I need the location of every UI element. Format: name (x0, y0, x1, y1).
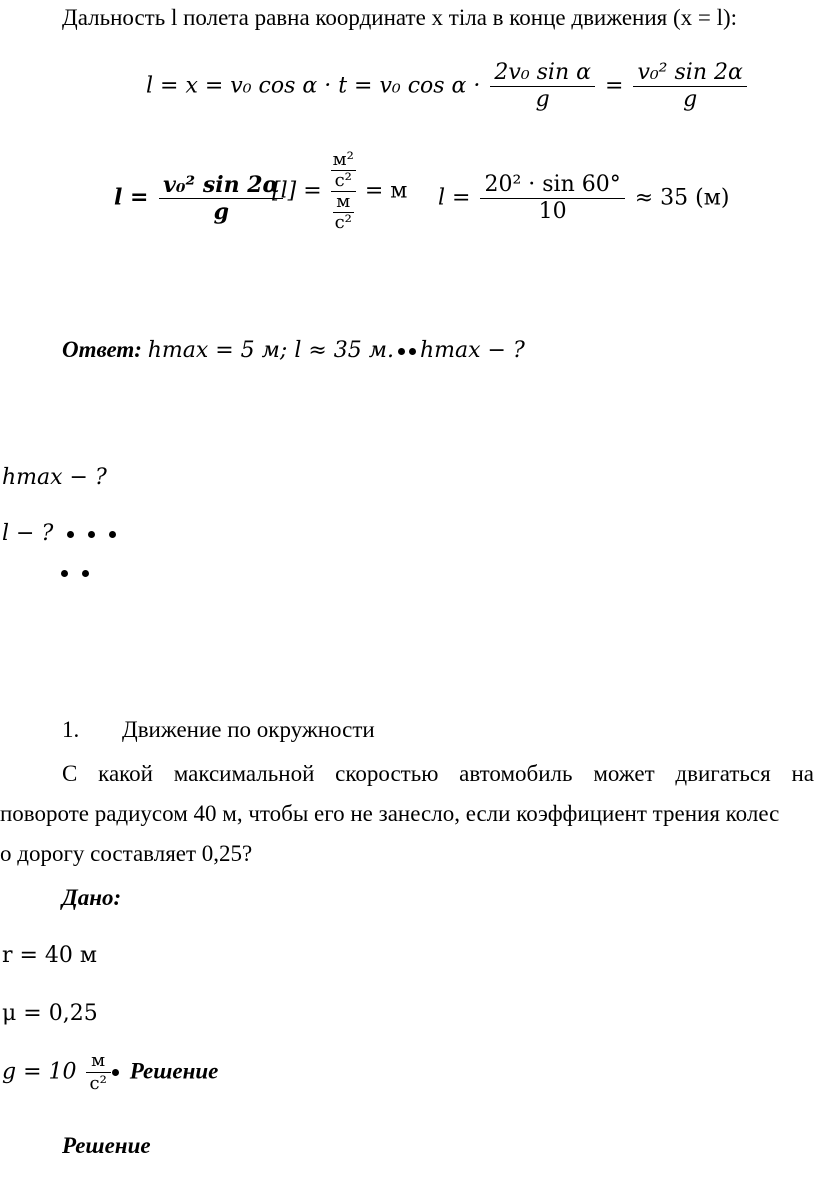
range-calculation-rhs: ≈ 35 (м) (634, 185, 730, 211)
given-friction: μ = 0,25 (2, 1001, 98, 1026)
problem-line-3: о дорогу составляет 0,25? (0, 841, 253, 866)
units-inner-fraction-bottom (333, 192, 354, 233)
fraction-denominator: с² (89, 1073, 107, 1094)
bullet-dot-icon (67, 531, 74, 538)
solution-heading: Решение (62, 1133, 151, 1158)
fraction-denominator: g (683, 87, 698, 112)
units-check-rhs: = м (364, 178, 408, 204)
range-formula-bold (114, 172, 286, 225)
range-equation-fraction-2 (633, 60, 746, 113)
answer-text: hmax = 5 м; l ≈ 35 м. (147, 338, 394, 363)
fraction-denominator: g (213, 199, 229, 225)
range-equation-lhs: l = x = v₀ cos α · t = v₀ cos α · (146, 73, 481, 99)
find-l: l − ? (2, 521, 54, 546)
units-inner-denominator: с² (334, 212, 352, 233)
answer-line (62, 336, 525, 365)
section-title: Движение по окружности (122, 717, 375, 742)
bullet-dot-icon (398, 348, 405, 355)
bullet-dot-icon (61, 570, 68, 577)
find-l-line (2, 520, 123, 548)
bullet-dot-icon (112, 1069, 119, 1076)
fraction-denominator: g (535, 87, 550, 112)
given-label: Дано: (62, 885, 122, 910)
fraction-numerator: м (86, 1050, 111, 1073)
section-number: 1. (62, 717, 80, 742)
answer-label: Ответ: (62, 337, 142, 362)
dots-row (54, 564, 96, 582)
range-calculation-fraction (480, 172, 624, 225)
units-check-lhs: [l] = (272, 178, 322, 204)
given-gravity-lhs: g = 10 (2, 1059, 77, 1085)
range-formula-fraction (159, 172, 283, 225)
bullet-dot-icon (82, 570, 89, 577)
answer-tail: hmax − ? (420, 338, 525, 363)
fraction-numerator: 20² · sin 60° (480, 172, 624, 199)
units-inner-numerator: м (333, 192, 354, 213)
problem-line-2: повороте радиусом 40 м, чтобы его не занесло, если коэффициент трения колес (0, 801, 780, 826)
range-equation (146, 60, 750, 113)
range-intro-text: Дальность l полета равна координате x тіла в конце движения (x = l): (62, 5, 738, 30)
units-inner-numerator: м² (332, 149, 354, 170)
units-inner-denominator: с² (334, 170, 352, 191)
bullet-dot-icon (88, 531, 95, 538)
equals-sign: = (605, 73, 624, 99)
units-check-fraction (331, 150, 356, 233)
given-gravity-line (2, 1050, 218, 1095)
range-equation-fraction-1 (490, 60, 595, 113)
units-check (272, 150, 407, 233)
range-calculation-lhs: l = (438, 185, 471, 211)
units-denominator (331, 192, 356, 233)
fraction-numerator: v₀² sin 2α (633, 60, 746, 87)
find-hmax: hmax − ? (2, 465, 107, 490)
range-calculation (438, 172, 729, 225)
range-formula-lhs: l = (114, 184, 149, 211)
gravity-units-fraction (86, 1050, 111, 1095)
units-numerator (331, 150, 356, 192)
fraction-numerator: 2v₀ sin α (490, 60, 595, 87)
fraction-numerator: v₀² sin 2α (159, 172, 283, 199)
fraction-denominator: 10 (538, 199, 567, 224)
units-inner-fraction-top (331, 150, 356, 191)
problem-line-1: С какой максимальной скоростью автомобиль может двигаться на (62, 761, 814, 786)
solution-inline: Решение (129, 1058, 219, 1084)
bullet-dot-icon (109, 531, 116, 538)
bullet-dot-icon (409, 348, 416, 355)
given-radius: r = 40 м (2, 943, 98, 968)
